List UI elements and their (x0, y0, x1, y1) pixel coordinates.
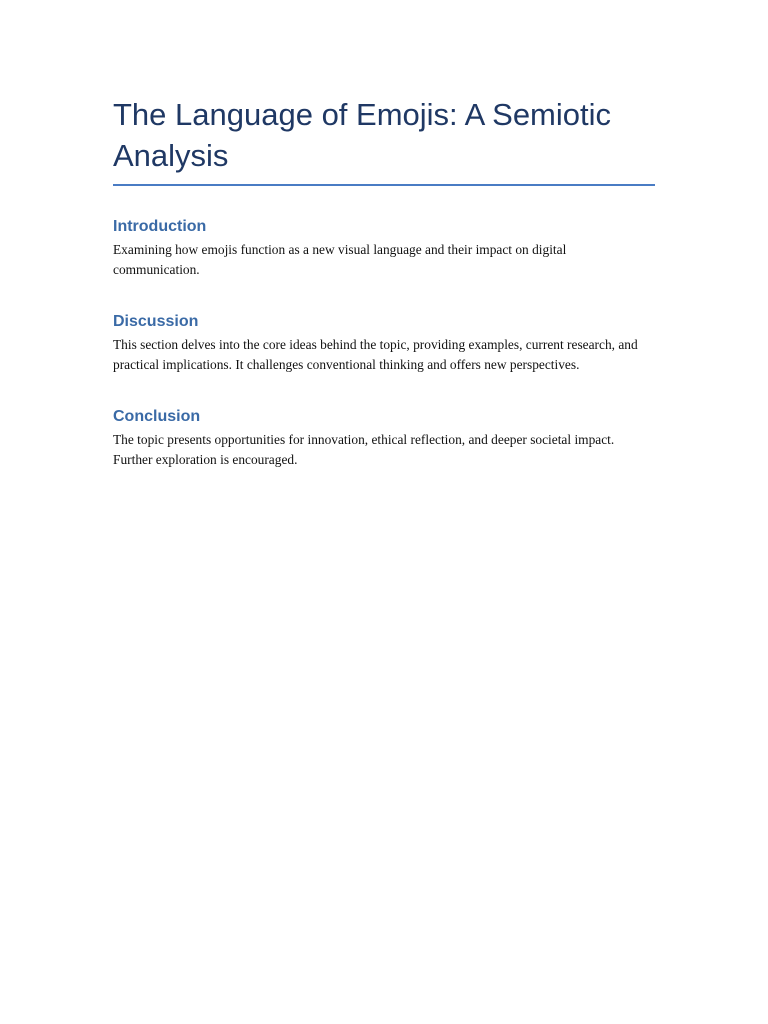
document-title: The Language of Emojis: A Semiotic Analysis (113, 94, 655, 186)
section-heading-discussion: Discussion (113, 313, 199, 330)
section-heading-introduction: Introduction (113, 218, 207, 235)
section-conclusion (113, 407, 655, 469)
section-discussion (113, 312, 655, 374)
document-content (113, 94, 655, 469)
section-body-introduction: Examining how emojis function as a new visual language and their impact on digital communication. (113, 242, 567, 277)
section-body-conclusion: The topic presents opportunities for innovation, ethical reflection, and deeper societal impact. Further exploration is encouraged. (113, 432, 615, 467)
section-heading-conclusion: Conclusion (113, 408, 201, 425)
section-introduction (113, 217, 655, 279)
section-body-discussion: This section delves into the core ideas behind the topic, providing examples, current research, and practical implications. It challenges conventional thinking and offers new perspectives. (113, 337, 638, 372)
